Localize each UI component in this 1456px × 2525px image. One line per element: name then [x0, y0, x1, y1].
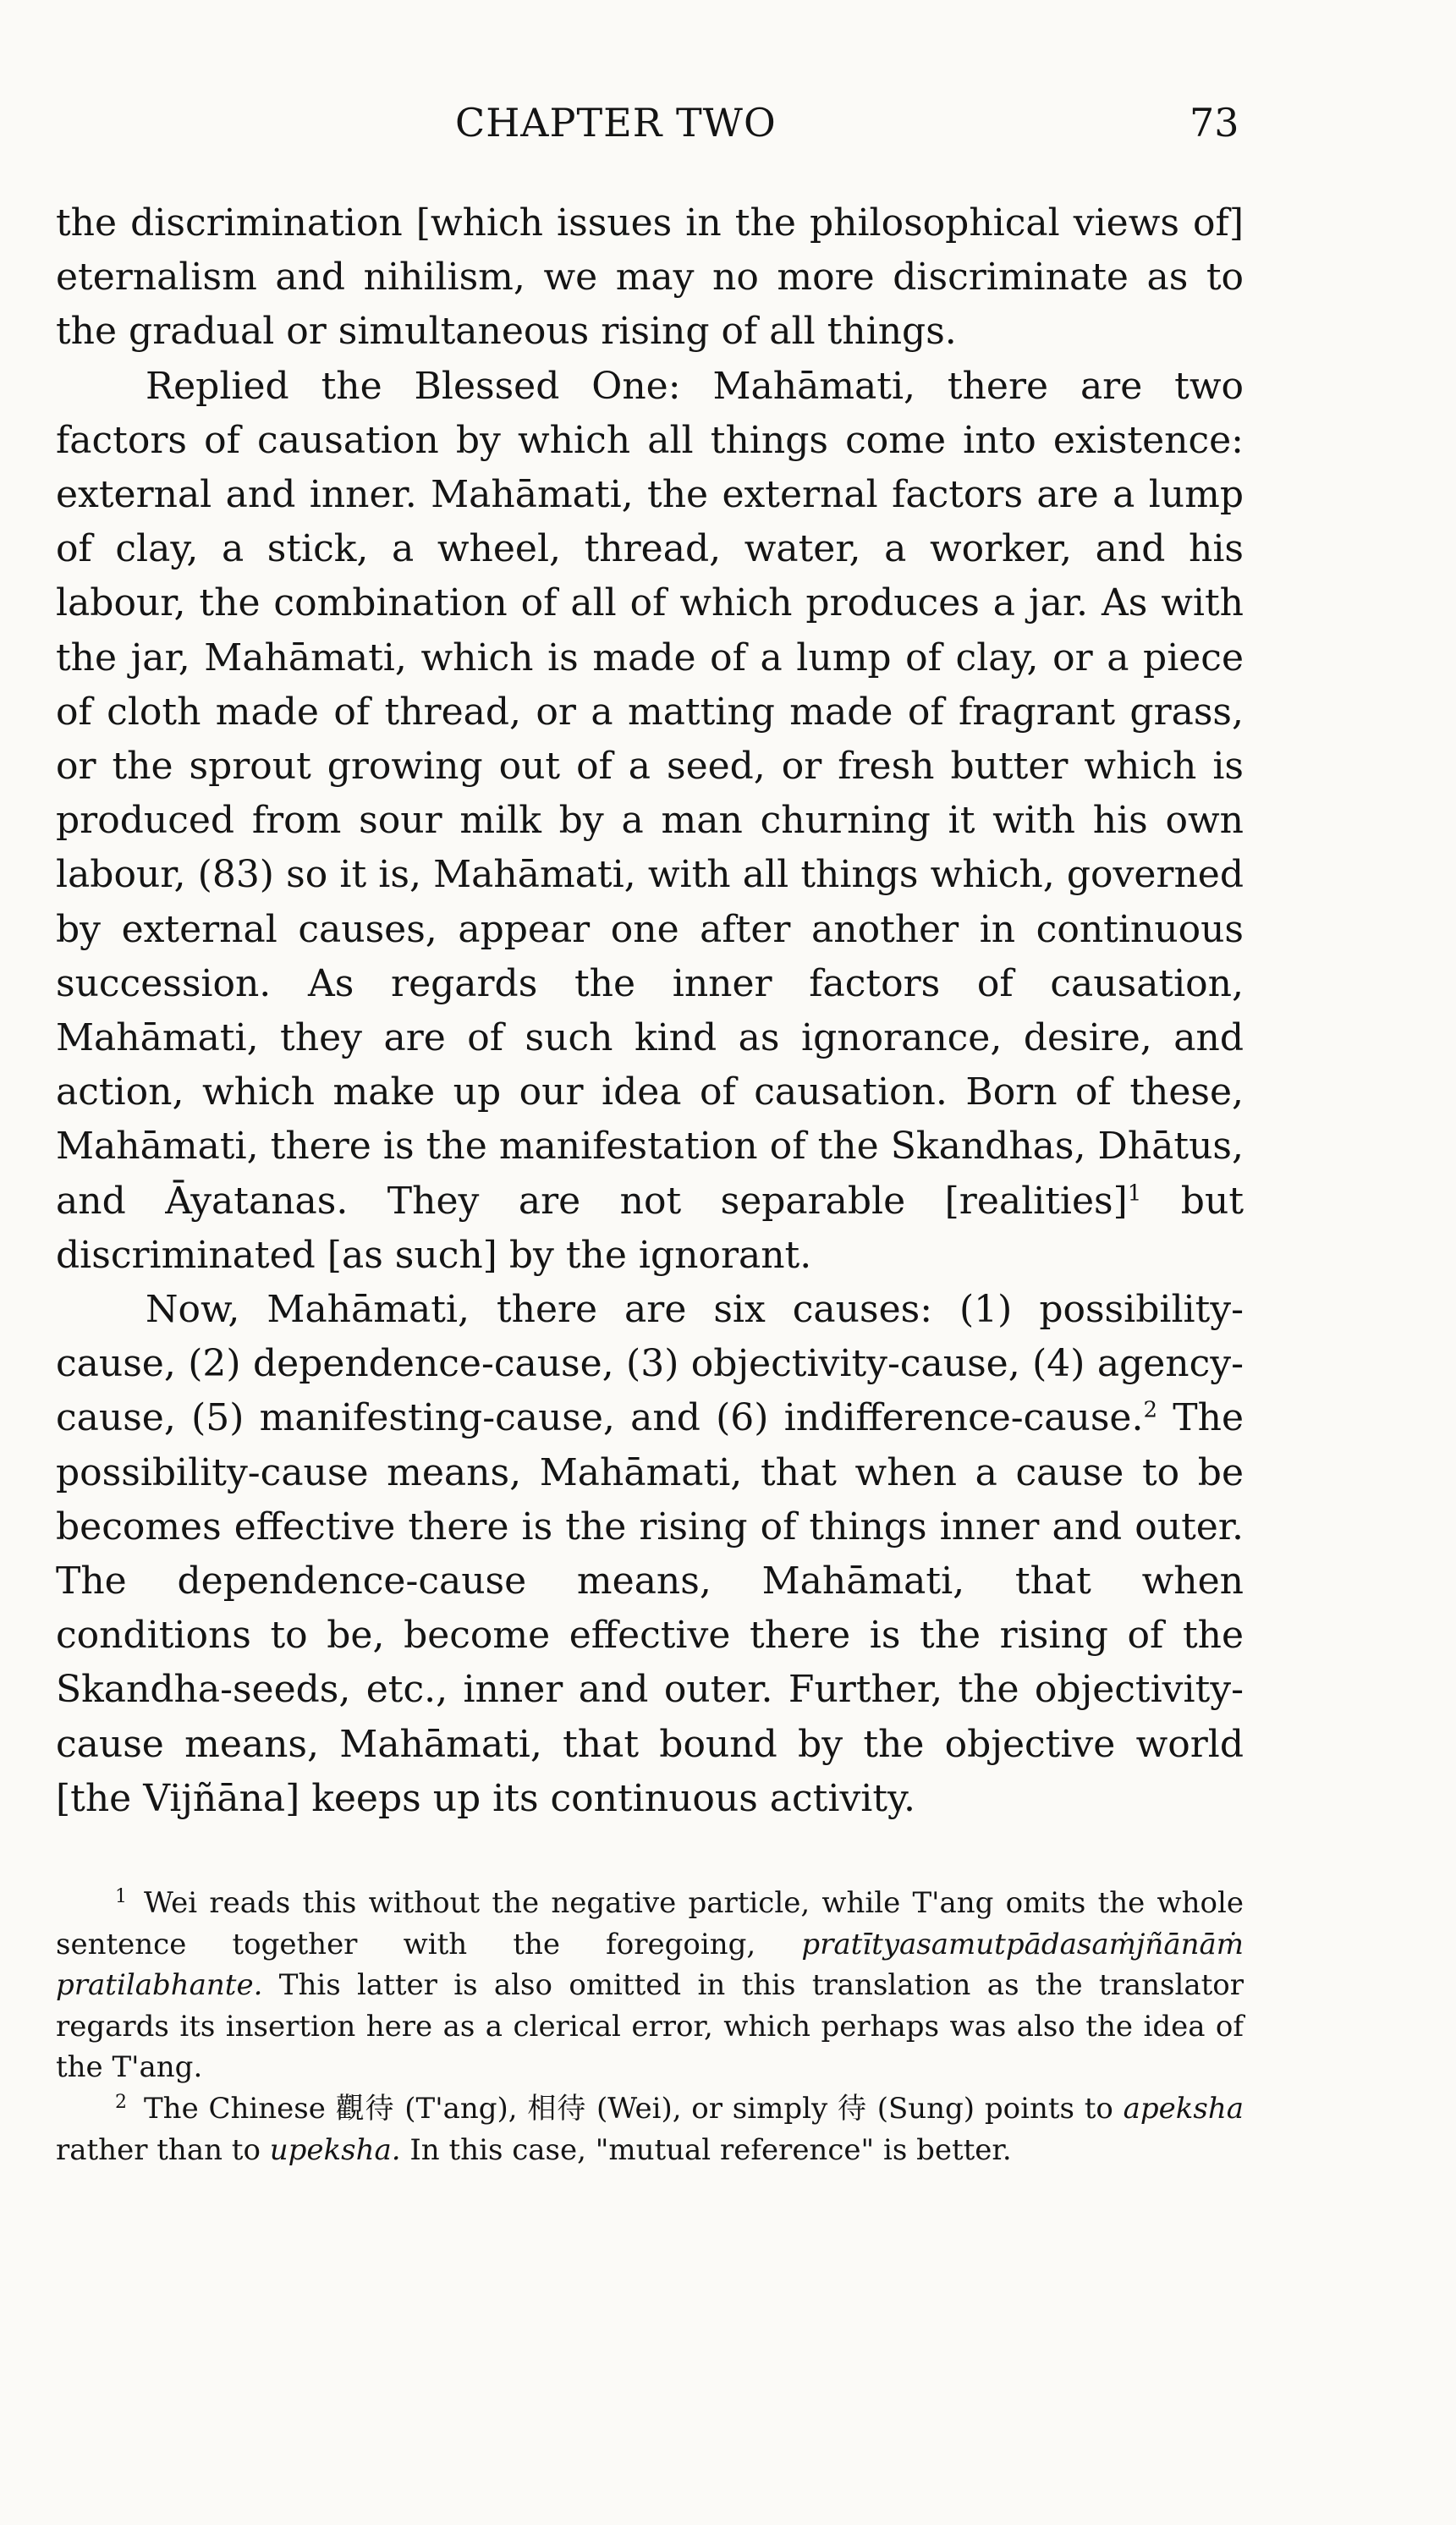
paragraph-1-text: the discrimination [which issues in the philosophical views of] eternalism and nihilism, we may no more discriminate as to the gradual or simultaneous rising of all things.: [56, 201, 1244, 354]
footnote-2: [56, 2088, 1244, 2170]
paragraph-2-text: Replied the Blessed One: Mahāmati, there are two factors of causation by which all things come into existence: external and inner. Mahāmati, the external factors are a lump of clay, a stick, a wheel, thread, water, a worker, and his labour, the combination of all of which produces a jar. As with the jar, Mahāmati, which is made of a lump of clay, or a piece of cloth made of thread, or a matting made of fragrant grass, or the sprout growing out of a seed, or fresh butter which is produced from sour milk by a man churning it with his own labour, (83) so it is, Mahāmati, with all things which, governed by external causes, appear one after another in continuous succession. As regards the inner factors of causation, Mahāmati, they are of such kind as ignorance, desire, and action, which make up our idea of causation. Born of these, Mahāmati, there is the manifestation of the Skandhas, Dhātus, and Āyatanas. They are not separable [realities]: [56, 364, 1244, 1223]
paragraph-2: [56, 360, 1244, 1283]
paragraph-2-end: but discriminated [as such] by the ignorant.: [56, 1179, 1244, 1277]
footnote-2-term-apeksha: apeksha: [1123, 2091, 1244, 2126]
chapter-title: CHAPTER TWO: [455, 100, 777, 146]
footnote-2-term-upeksha: upeksha.: [269, 2132, 401, 2167]
paragraph-1: [56, 196, 1244, 360]
footnote-2-text-a: The Chinese 觀待 (T'ang), 相待 (Wei), or simply 待 (Sung) points to: [144, 2091, 1124, 2126]
paragraph-3-end: The possibility-cause means, Mahāmati, that when a cause to be becomes effective there is the rising of things inner and outer. The dependence-cause means, Mahāmati, that when conditions to be, become effective there is the rising of the Skandha-seeds, etc., inner and outer. Further, the objectivity-cause means, Mahāmati, that bound by the objective world [the Vijñāna] keeps up its continuous activity.: [56, 1396, 1244, 1820]
paragraph-3: [56, 1283, 1244, 1826]
footnote-1-text-a: Wei reads this without the negative particle, while T'ang omits the whole sentence together with the foregoing,: [56, 1886, 1244, 1961]
footnote-2-text-c: In this case, "mutual reference" is better.: [400, 2132, 1012, 2167]
footnote-1-mark: 1: [115, 1885, 127, 1907]
main-text: [56, 196, 1244, 1826]
running-head: [56, 100, 1240, 159]
footnote-ref-2: 2: [1143, 1397, 1158, 1423]
footnote-ref-1: 1: [1127, 1180, 1142, 1206]
footnote-1: [56, 1883, 1244, 2088]
footnote-1-sanskrit: pratītyasamutpādasaṁjñānāṁ pratilabhante.: [56, 1927, 1244, 2003]
footnote-1-text-b: This latter is also omitted in this translation as the translator regards its insertion here as a clerical error, which perhaps was also the idea of the T'ang.: [56, 1968, 1244, 2085]
footnote-2-text-b: rather than to: [56, 2132, 270, 2167]
page-number: 73: [1190, 100, 1239, 146]
footnote-2-mark: 2: [115, 2091, 127, 2113]
paragraph-3-text: Now, Mahāmati, there are six causes: (1) possibility-cause, (2) dependence-cause, (3) objectivity-cause, (4) agency-cause, (5) manifesting-cause, and (6) indifference-cause.: [56, 1288, 1244, 1440]
footnotes: [56, 1883, 1244, 2170]
